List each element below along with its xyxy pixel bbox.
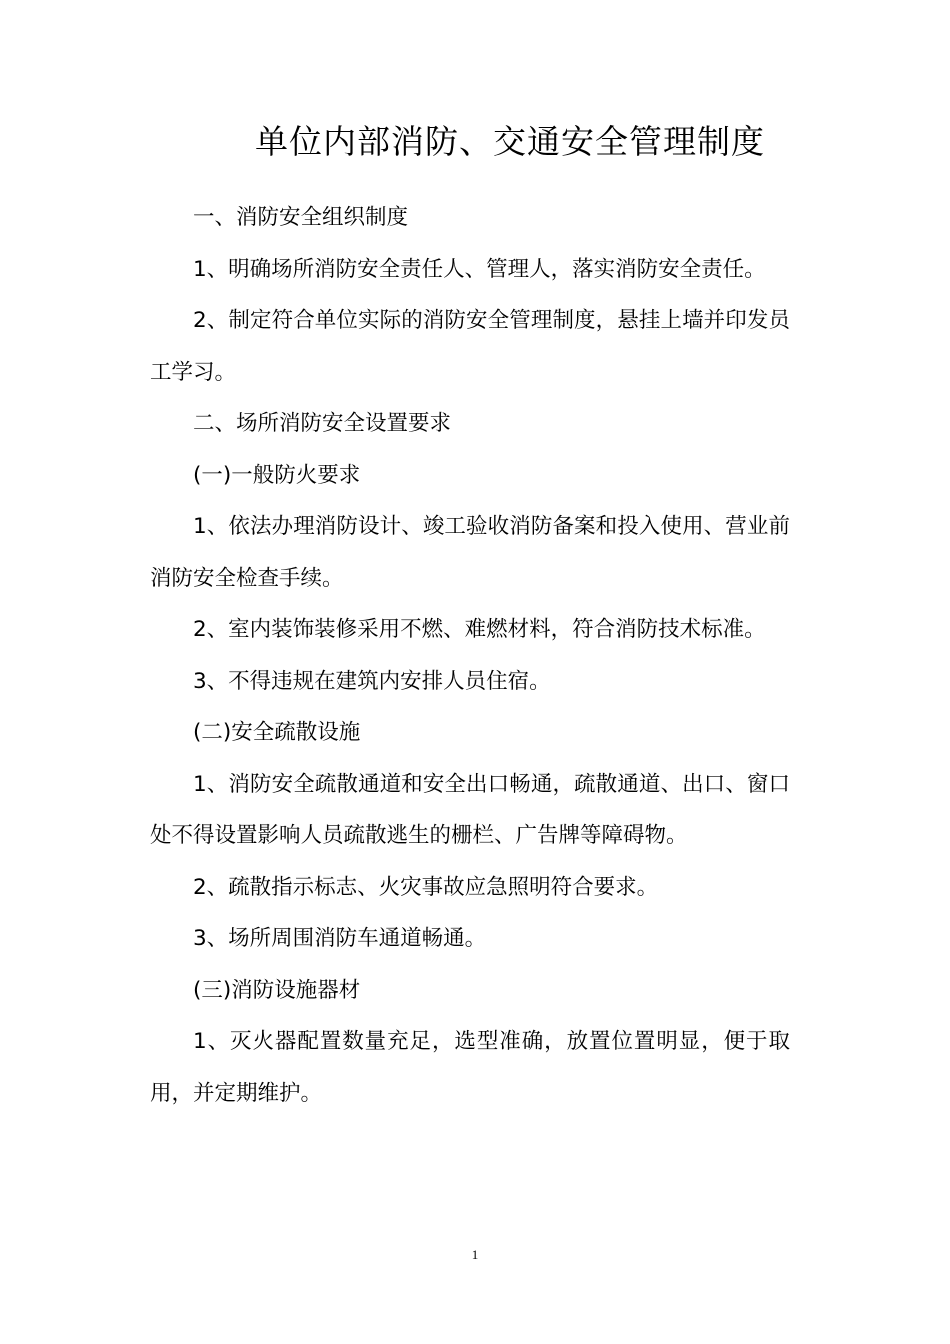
- paragraph: 3、不得违规在建筑内安排人员住宿。: [193, 668, 551, 694]
- paragraph: 2、疏散指示标志、火灾事故应急照明符合要求。: [193, 874, 659, 900]
- paragraph: 1、依法办理消防设计、竣工验收消防备案和投入使用、营业前消防安全检查手续。: [150, 514, 790, 591]
- section-heading: 二、场所消防安全设置要求: [193, 411, 452, 436]
- section-heading: 一、消防安全组织制度: [193, 205, 409, 230]
- page-number: 1: [471, 1247, 479, 1262]
- document-body: [150, 192, 790, 1119]
- paragraph: 1、灭火器配置数量充足，选型准确，放置位置明显，便于取用，并定期维护。: [150, 1029, 790, 1106]
- paragraph: 1、消防安全疏散通道和安全出口畅通，疏散通道、出口、窗口处不得设置影响人员疏散逃生的栅栏、广告牌等障碍物。: [150, 771, 790, 848]
- subsection-heading: (一)一般防火要求: [193, 462, 361, 488]
- paragraph: 2、制定符合单位实际的消防安全管理制度，悬挂上墙并印发员工学习。: [150, 308, 790, 385]
- subsection-heading: (三)消防设施器材: [193, 977, 361, 1003]
- paragraph: 3、场所周围消防车通道畅通。: [193, 926, 487, 951]
- subsection-heading: (二)安全疏散设施: [193, 720, 361, 745]
- paragraph: 2、室内装饰装修采用不燃、难燃材料，符合消防技术标准。: [193, 617, 766, 642]
- page-title: 单位内部消防、交通安全管理制度: [255, 122, 765, 161]
- paragraph: 1、明确场所消防安全责任人、管理人，落实消防安全责任。: [193, 256, 766, 282]
